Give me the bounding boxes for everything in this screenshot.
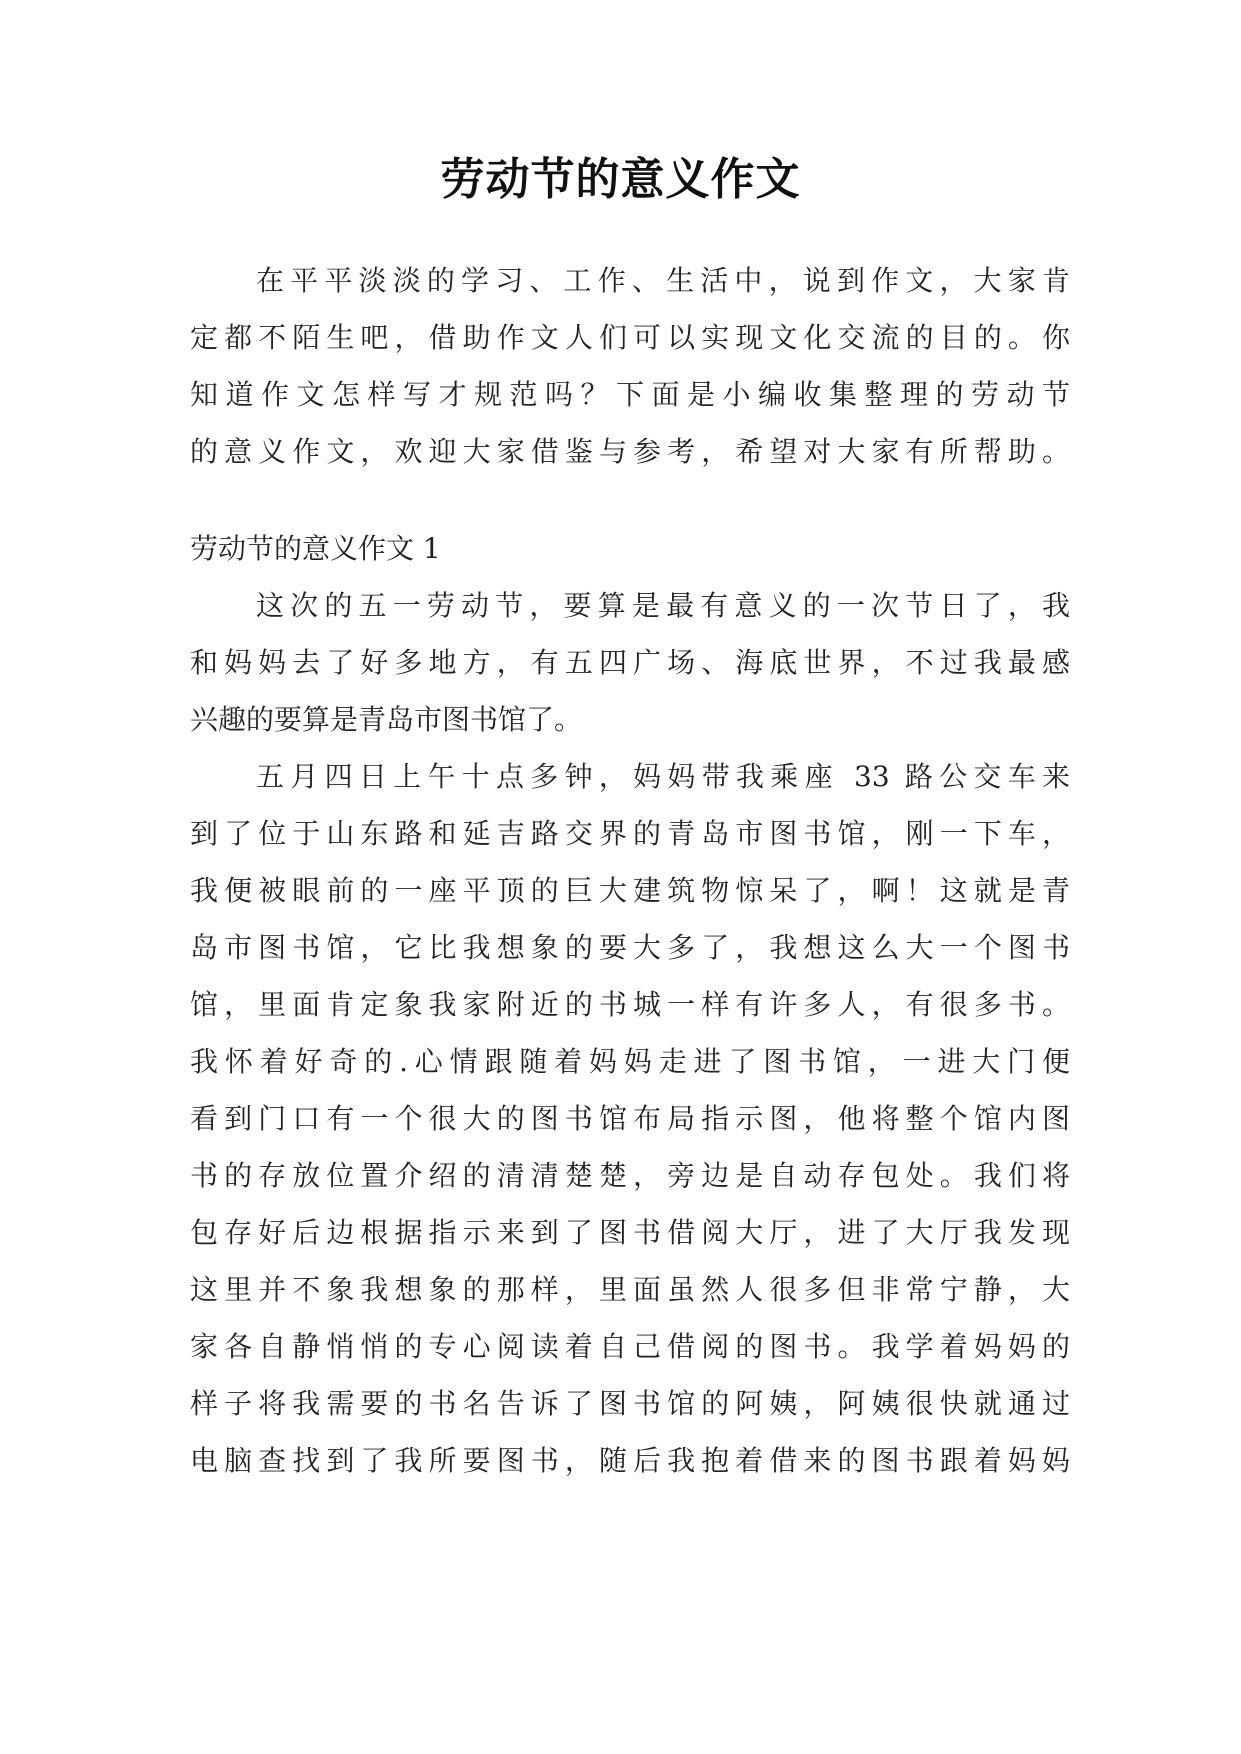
para2-line-12: 样子将我需要的书名告诉了图书馆的阿姨，阿姨很快就通过 — [190, 1387, 1070, 1420]
para2-line-10: 这里并不象我想象的那样，里面虽然人很多但非常宁静，大 — [190, 1273, 1070, 1306]
intro-line-4: 的意义作文，欢迎大家借鉴与参考，希望对大家有所帮助。 — [190, 435, 1070, 468]
para2-line-8: 书的存放位置介绍的清清楚楚，旁边是自动存包处。我们将 — [190, 1159, 1070, 1192]
para1-line-3: 兴趣的要算是青岛市图书馆了。 — [190, 703, 583, 736]
intro-line-1: 在平平淡淡的学习、工作、生活中，说到作文，大家肯 — [256, 264, 1070, 297]
para2-line-2: 到了位于山东路和延吉路交界的青岛市图书馆，刚一下车， — [190, 817, 1070, 850]
para2-line-3: 我便被眼前的一座平顶的巨大建筑物惊呆了，啊！这就是青 — [190, 874, 1070, 907]
document-title: 劳动节的意义作文 — [440, 154, 801, 205]
para2-line-1: 五月四日上午十点多钟，妈妈带我乘座 33 路公交车来 — [256, 760, 1070, 793]
para2-line-5: 馆，里面肯定象我家附近的书城一样有许多人，有很多书。 — [190, 988, 1070, 1021]
para2-line-13: 电脑查找到了我所要图书，随后我抱着借来的图书跟着妈妈 — [190, 1444, 1070, 1477]
intro-line-3: 知道作文怎样写才规范吗？下面是小编收集整理的劳动节 — [190, 378, 1070, 411]
para2-line-4: 岛市图书馆，它比我想象的要大多了，我想这么大一个图书 — [190, 931, 1070, 964]
para2-line-9: 包存好后边根据指示来到了图书借阅大厅，进了大厅我发现 — [190, 1216, 1070, 1249]
section-heading: 劳动节的意义作文 1 — [190, 532, 441, 565]
para1-line-2: 和妈妈去了好多地方，有五四广场、海底世界，不过我最感 — [190, 646, 1070, 679]
intro-line-2: 定都不陌生吧，借助作文人们可以实现文化交流的目的。你 — [190, 321, 1070, 354]
para1-line-1: 这次的五一劳动节，要算是最有意义的一次节日了，我 — [256, 589, 1070, 622]
para2-line-11: 家各自静悄悄的专心阅读着自己借阅的图书。我学着妈妈的 — [190, 1330, 1070, 1363]
para2-line-7: 看到门口有一个很大的图书馆布局指示图，他将整个馆内图 — [190, 1102, 1070, 1135]
para2-line-6: 我怀着好奇的.心情跟随着妈妈走进了图书馆，一进大门便 — [190, 1045, 1070, 1078]
